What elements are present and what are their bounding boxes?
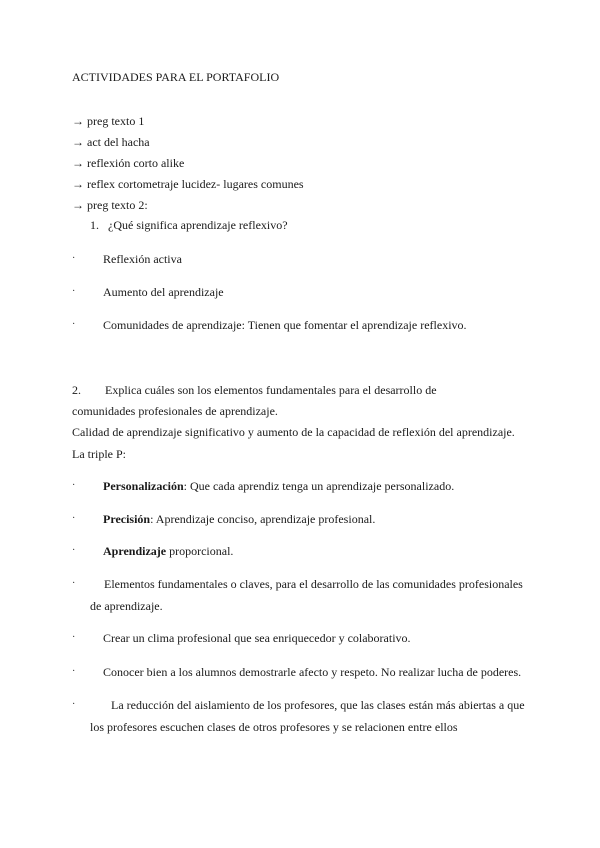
bullet-marker: · — [72, 545, 76, 556]
p-item — [103, 478, 454, 494]
bullet-marker: · — [72, 286, 76, 297]
document-title: ACTIVIDADES PARA EL PORTAFOLIO — [72, 70, 280, 84]
arrow-item: → reflex cortometraje lucidez- lugares comunes — [72, 177, 304, 191]
quality-paragraph: Calidad de aprendizaje significativo y aumento de la capacidad de reflexión del aprendizaje. — [72, 425, 515, 439]
bullet-marker: · — [72, 666, 76, 677]
bullet-marker: · — [72, 480, 76, 491]
question-1-number: 1. — [90, 218, 99, 232]
elements-item-line-2: de aprendizaje. — [90, 599, 163, 613]
question-2-line-2: comunidades profesionales de aprendizaje. — [72, 404, 278, 418]
arrow-item: → act del hacha — [72, 135, 150, 149]
question-1-text: ¿Qué significa aprendizaje reflexivo? — [108, 218, 288, 232]
q1-bullet: Comunidades de aprendizaje: Tienen que fomentar el aprendizaje reflexivo. — [103, 318, 467, 332]
question-2-line-1: Explica cuáles son los elementos fundamentales para el desarrollo de — [105, 383, 437, 397]
bullet-marker: · — [72, 319, 76, 330]
arrow-item: → preg texto 1 — [72, 114, 145, 128]
p-item-term: Personalización — [103, 479, 184, 493]
p-item-term: Aprendizaje — [103, 544, 167, 558]
bullet-marker: · — [72, 513, 76, 524]
p-item-text: : Que cada aprendiz tenga un aprendizaje personalizado. — [183, 479, 455, 493]
q1-bullet: Aumento del aprendizaje — [103, 285, 224, 299]
list-item: Crear un clima profesional que sea enriquecedor y colaborativo. — [103, 631, 411, 645]
p-item-term: Precisión — [103, 512, 151, 526]
q1-bullet: Reflexión activa — [103, 252, 182, 266]
p-item — [103, 543, 233, 559]
bullet-marker: · — [72, 632, 76, 643]
triple-p-heading: La triple P: — [72, 447, 126, 461]
last-item-line-1: La reducción del aislamiento de los profesores, que las clases están más abiertas a que — [111, 698, 525, 712]
bullet-marker: · — [72, 578, 76, 589]
p-item-text: : Aprendizaje conciso, aprendizaje profesional. — [150, 512, 376, 526]
last-item-line-2: los profesores escuchen clases de otros profesores y se relacionen entre ellos — [90, 720, 458, 734]
question-2-number: 2. — [72, 383, 81, 397]
bullet-marker: · — [72, 253, 76, 264]
p-item — [103, 511, 375, 527]
arrow-item: → preg texto 2: — [72, 198, 148, 212]
elements-item-line-1: Elementos fundamentales o claves, para el desarrollo de las comunidades profesionales — [104, 577, 523, 591]
p-item-text: proporcional. — [166, 544, 234, 558]
arrow-item: → reflexión corto alike — [72, 156, 185, 170]
list-item: Conocer bien a los alumnos demostrarle afecto y respeto. No realizar lucha de poderes. — [103, 665, 522, 679]
bullet-marker: · — [72, 699, 76, 710]
